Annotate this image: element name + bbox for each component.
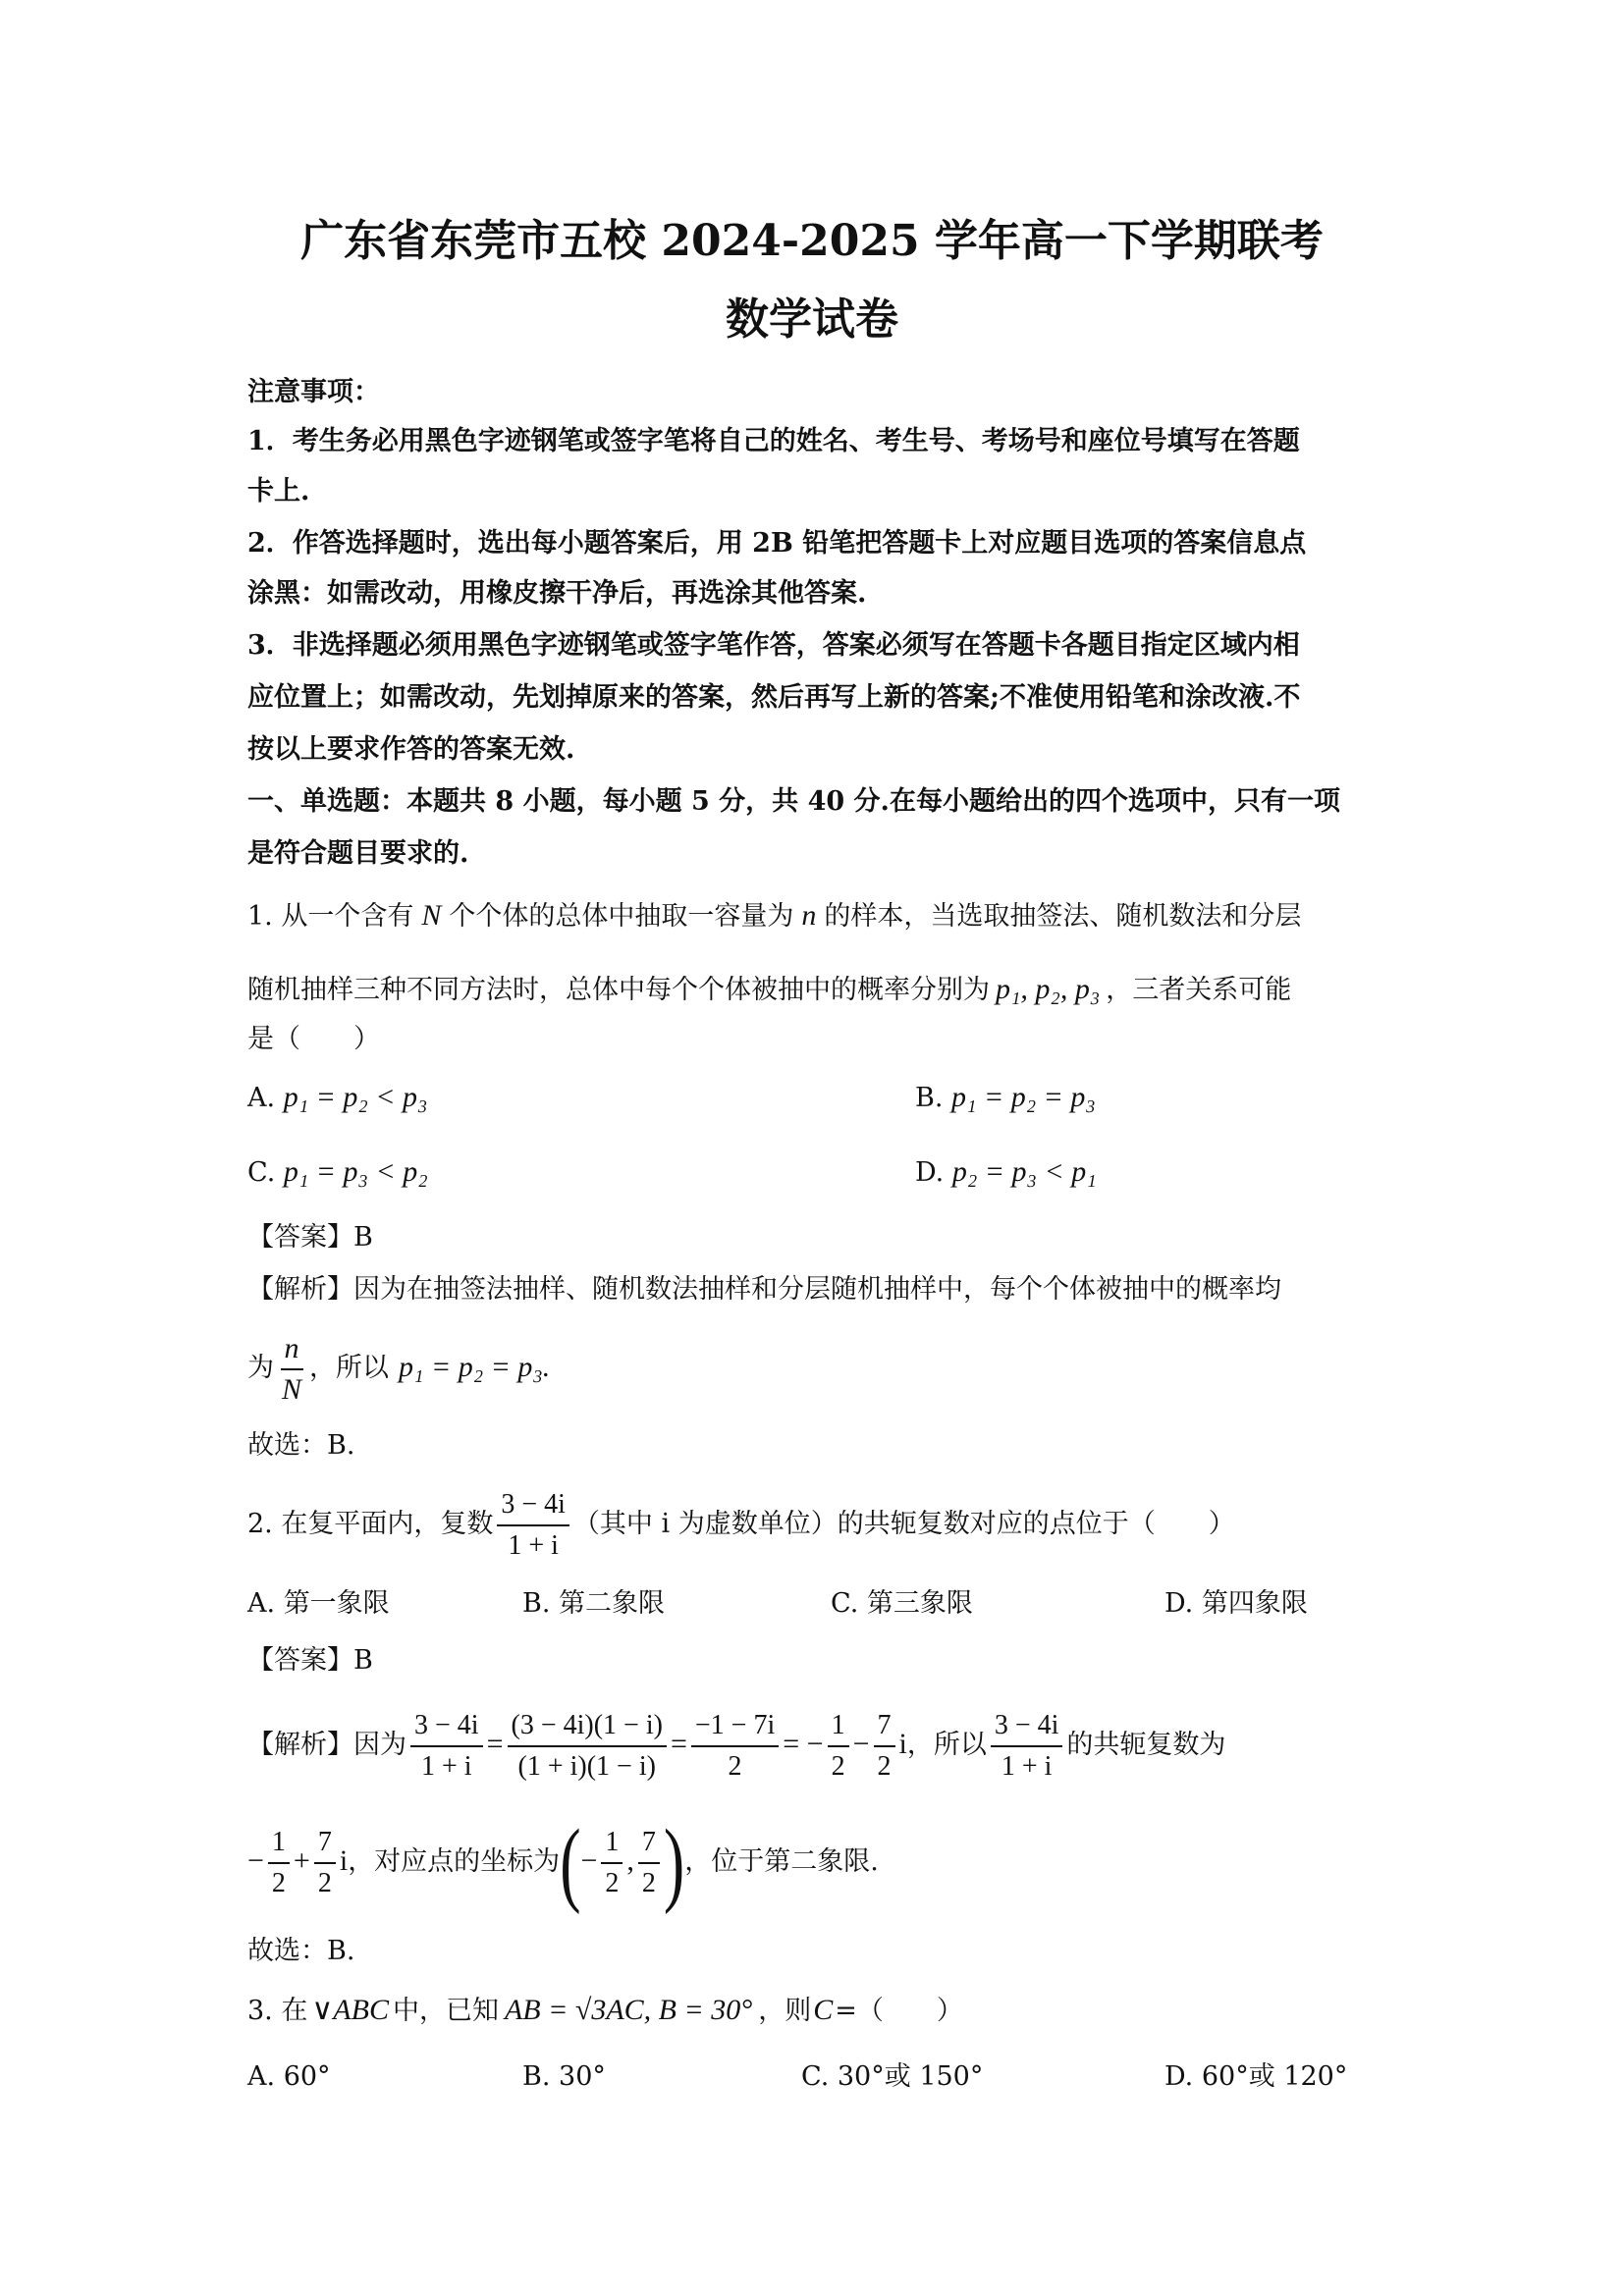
- q3-option-c[interactable]: C. 30°或 150°: [801, 2061, 984, 2092]
- q3-option-b[interactable]: B. 30°: [522, 2061, 606, 2092]
- q2-option-d[interactable]: D. 第四象限: [1164, 1588, 1308, 1619]
- q1-conclusion: 故选：B.: [247, 1430, 355, 1461]
- var-n: n: [801, 899, 817, 932]
- notice-heading: 注意事项：: [247, 377, 380, 407]
- notice-item-2b: 涂黑：如需改动，用橡皮擦干净后，再选涂其他答案.: [247, 578, 867, 609]
- q3-line-1: 3. 在 ∨ABC 中，已知 AB = √3AC, B = 30° ，则C=（ ）: [247, 1994, 963, 2026]
- var-N: N: [421, 899, 442, 932]
- exam-title: 广东省东莞市五校 2024-2025 学年高一下学期联考: [300, 216, 1324, 266]
- q1-line-3: 是（ ）: [247, 1024, 380, 1054]
- prob-list: p₁, p₂, p₃: [996, 973, 1101, 1005]
- q1-option-b[interactable]: B. p₁ = p₂ = p₃: [915, 1081, 1096, 1113]
- q3-option-a[interactable]: A. 60°: [247, 2061, 331, 2092]
- q2-option-c[interactable]: C. 第三象限: [831, 1588, 973, 1619]
- notice-item-1b: 卡上.: [247, 476, 310, 507]
- notice-item-1a: 1．考生务必用黑色字迹钢笔或签字笔将自己的姓名、考生号、考场号和座位号填写在答题: [247, 426, 1300, 456]
- fraction-q2: $\frac{3 - 4i}{1 + i}$: [497, 1488, 569, 1563]
- section-heading-a: 一、单选题：本题共 8 小题，每小题 5 分，共 40 分.在每小题给出的四个选项中，只有一项: [247, 786, 1340, 817]
- q1-option-c[interactable]: C. p₁ = p₃ < p₂: [247, 1155, 428, 1188]
- notice-item-3c: 按以上要求作答的答案无效.: [247, 734, 575, 765]
- q2-option-b[interactable]: B. 第二象限: [522, 1588, 666, 1619]
- notice-item-3b: 应位置上；如需改动，先划掉原来的答案，然后再写上新的答案;不准使用铅笔和涂改液.不: [247, 682, 1301, 713]
- q2-conclusion: 故选：B.: [247, 1936, 355, 1966]
- q2-line-1: 2. 在复平面内，复数 $\frac{3 - 4i}{1 + i}$ （其中 i 为虚数单位）的共轭复数对应的点位于（ ）: [247, 1488, 1235, 1561]
- q1-answer: 【答案】B: [247, 1222, 373, 1253]
- q2-answer: 【答案】B: [247, 1645, 373, 1676]
- q1-analysis-2: 为 $\frac{n}{N}$ ，所以 p₁ = p₂ = p₃.: [247, 1331, 551, 1406]
- q3-option-d[interactable]: D. 60°或 120°: [1164, 2061, 1348, 2092]
- q2-option-a[interactable]: A. 第一象限: [247, 1588, 390, 1619]
- triangle-symbol: ∨ABC: [311, 1994, 389, 2026]
- section-heading-b: 是符合题目要求的.: [247, 838, 469, 869]
- q2-analysis-1: 【解析】因为 $\frac{3 - 4i}{1 + i}$ = $\frac{(3 - 4i)(1 - i)}{(1 + i)(1 - i)}$ = $\frac{-1 - 7i}{2}$ = − $\frac{1}{2}$ − $\frac{7}{2}$ i，所以 $\frac{3 - 4i}{1 + i}$ 的共轭复数为: [247, 1709, 1226, 1782]
- fraction-n-over-N: $\frac{n}{N}$: [282, 1331, 302, 1406]
- q1-analysis-1: 【解析】因为在抽签法抽样、随机数法抽样和分层随机抽样中，每个个体被抽中的概率均: [247, 1274, 1281, 1305]
- q2-analysis-2: − $\frac{1}{2}$ + $\frac{7}{2}$ i，对应点的坐标为(− $\frac{1}{2}$ , $\frac{7}{2}$ )，位于第二象限.: [247, 1809, 879, 1914]
- exam-subtitle: 数学试卷: [726, 294, 898, 345]
- q1-line-1: 1. 从一个含有 N 个个体的总体中抽取一容量为 n 的样本，当选取抽签法、随机数法和分层: [247, 899, 1302, 932]
- q1-option-d[interactable]: D. p₂ = p₃ < p₁: [915, 1155, 1097, 1188]
- notice-item-3a: 3．非选择题必须用黑色字迹钢笔或签字笔作答，答案必须写在答题卡各题目指定区域内相: [247, 630, 1300, 661]
- q1-option-a[interactable]: A. p₁ = p₂ < p₃: [247, 1081, 428, 1113]
- notice-item-2a: 2．作答选择题时，选出每小题答案后，用 2B 铅笔把答题卡上对应题目选项的答案信息点: [247, 528, 1307, 559]
- q1-line-2: 随机抽样三种不同方法时，总体中每个个体被抽中的概率分别为 p₁, p₂, p₃ ，三者关系可能: [247, 973, 1292, 1005]
